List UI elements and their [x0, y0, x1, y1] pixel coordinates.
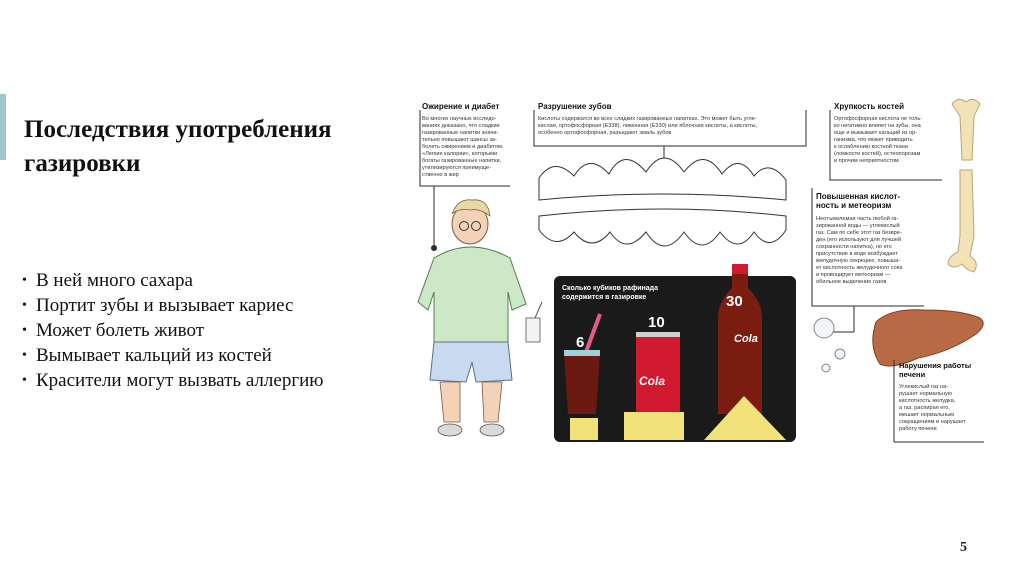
bones-line: ко негативно влияет на зубы, она: [834, 123, 921, 129]
acidity-line: зированной воды — углекислый: [816, 223, 900, 229]
obesity-line: ваниях доказано, что сладкие: [422, 123, 500, 129]
can-label: Cola: [639, 374, 666, 388]
acidity-line: и провоцирует метеоризм —: [816, 272, 891, 278]
obesity-line: болеть ожирением и диабетом.: [422, 144, 504, 150]
liver-line: рушает нормальную: [899, 391, 953, 397]
teeth-line: кислая, ортофосфорная (Е338), лимонная (Е330) или яблочная кислоты, а кислоты,: [538, 123, 758, 129]
bullet-item: • В ней много сахара: [22, 268, 324, 293]
bullet-item: • Может болеть живот: [22, 318, 324, 343]
bones-line: Ортофосфорная кислота не толь-: [834, 116, 923, 122]
acidity-line: сохранности напитка), но его: [816, 244, 892, 250]
obesity-line: богаты газированные напитки,: [422, 158, 502, 164]
acidity-line: желудочную секрецию, повыша-: [816, 258, 901, 264]
bullet-item: • Красители могут вызвать аллергию: [22, 368, 324, 393]
teeth-line: Кислоты содержатся во всех сладких газированных напитках. Это может быть угле-: [538, 116, 757, 122]
acidity-line: Неотъемлемая часть любой га-: [816, 216, 899, 222]
liver-line: а газ, распирая его,: [899, 405, 950, 411]
gas-bubbles-illustration: [814, 318, 845, 372]
bones-callout: [830, 102, 942, 180]
obesity-heading: Ожирение и диабет: [422, 102, 500, 111]
liver-callout: [894, 360, 984, 442]
title-accent-bar: [0, 94, 6, 160]
glass-sugar-count: 6: [576, 334, 585, 351]
svg-text:Ортофосфорная кислота не толь-: [834, 116, 924, 164]
overweight-person-illustration: [418, 200, 542, 436]
svg-text:Неотъемлемая часть любой га-: [816, 215, 904, 285]
svg-text:Кислоты содержатся во всех сла: [538, 116, 759, 136]
obesity-line: ственно в жир: [422, 172, 459, 178]
bottle-label: Cola: [734, 333, 758, 345]
bones-line: ганизма, что может приводить: [834, 137, 913, 143]
cola-can: [636, 332, 680, 414]
bones-line: (ломкости костей), остеопорозам: [834, 151, 921, 157]
sugar-panel-heading: Сколько кубиков рафинада содержится в газировке: [562, 285, 658, 301]
page-number: 5: [960, 540, 967, 555]
teeth-illustration: [539, 158, 786, 246]
teeth-callout: [534, 102, 806, 158]
bones-line: к ослаблению костной ткани: [834, 144, 908, 150]
sugar-content-panel: [554, 264, 796, 442]
liver-illustration: [873, 310, 983, 366]
bones-heading: Хрупкость костей: [834, 102, 904, 111]
liver-line: Углекислый газ на-: [899, 384, 949, 390]
bones-line: еще и вымывает кальций из ор-: [834, 130, 918, 136]
acidity-line: ет кислотность желудочного сока: [816, 265, 903, 271]
bullet-item: • Портит зубы и вызывает кариес: [22, 293, 324, 318]
slide-title: Последствия употребления газировки: [24, 116, 332, 177]
bone-illustration: [948, 99, 980, 272]
bullet-item: • Вымывает кальций из костей: [22, 343, 324, 368]
bottle-sugar-count: 30: [726, 293, 743, 310]
liver-line: кислотность желудка,: [899, 398, 956, 404]
teeth-line: особенно ортофосфорная, разъедают эмаль зубов: [538, 130, 672, 136]
soda-infographic: [414, 96, 998, 444]
obesity-line: газированные напитки значи-: [422, 130, 499, 136]
svg-text:Углекислый газ на- рушае: [899, 383, 967, 432]
obesity-line: тельно повышают шансы за-: [422, 137, 497, 143]
can-sugar-count: 10: [648, 314, 665, 331]
teeth-heading: Разрушение зубов: [538, 102, 612, 111]
liver-line: сокращениям и нарушает: [899, 419, 966, 425]
bones-line: и прочим неприятностям: [834, 158, 899, 164]
obesity-line: утилизируются преимуще-: [422, 165, 491, 171]
liver-line: мешает нормальным: [899, 412, 954, 418]
svg-text:Во многих научных исследо-: [422, 116, 505, 178]
acidity-heading: Повышенная кислот- ность и метеоризм: [816, 192, 901, 210]
acidity-line: газ. Сам по себе этот газ безвре-: [816, 230, 902, 236]
liver-line: работу печени: [899, 426, 937, 432]
obesity-line: «Легкие калории», которыми: [422, 151, 498, 157]
acidity-line: ден (его используют для лучшей: [816, 237, 901, 243]
liver-heading: Нарушения работы печени: [899, 361, 972, 379]
acidity-line: присутствие в воде возбуждает: [816, 251, 898, 257]
acidity-line: обильное выделение газов: [816, 279, 887, 285]
obesity-line: Во многих научных исследо-: [422, 116, 497, 122]
bullet-list: [22, 268, 324, 393]
